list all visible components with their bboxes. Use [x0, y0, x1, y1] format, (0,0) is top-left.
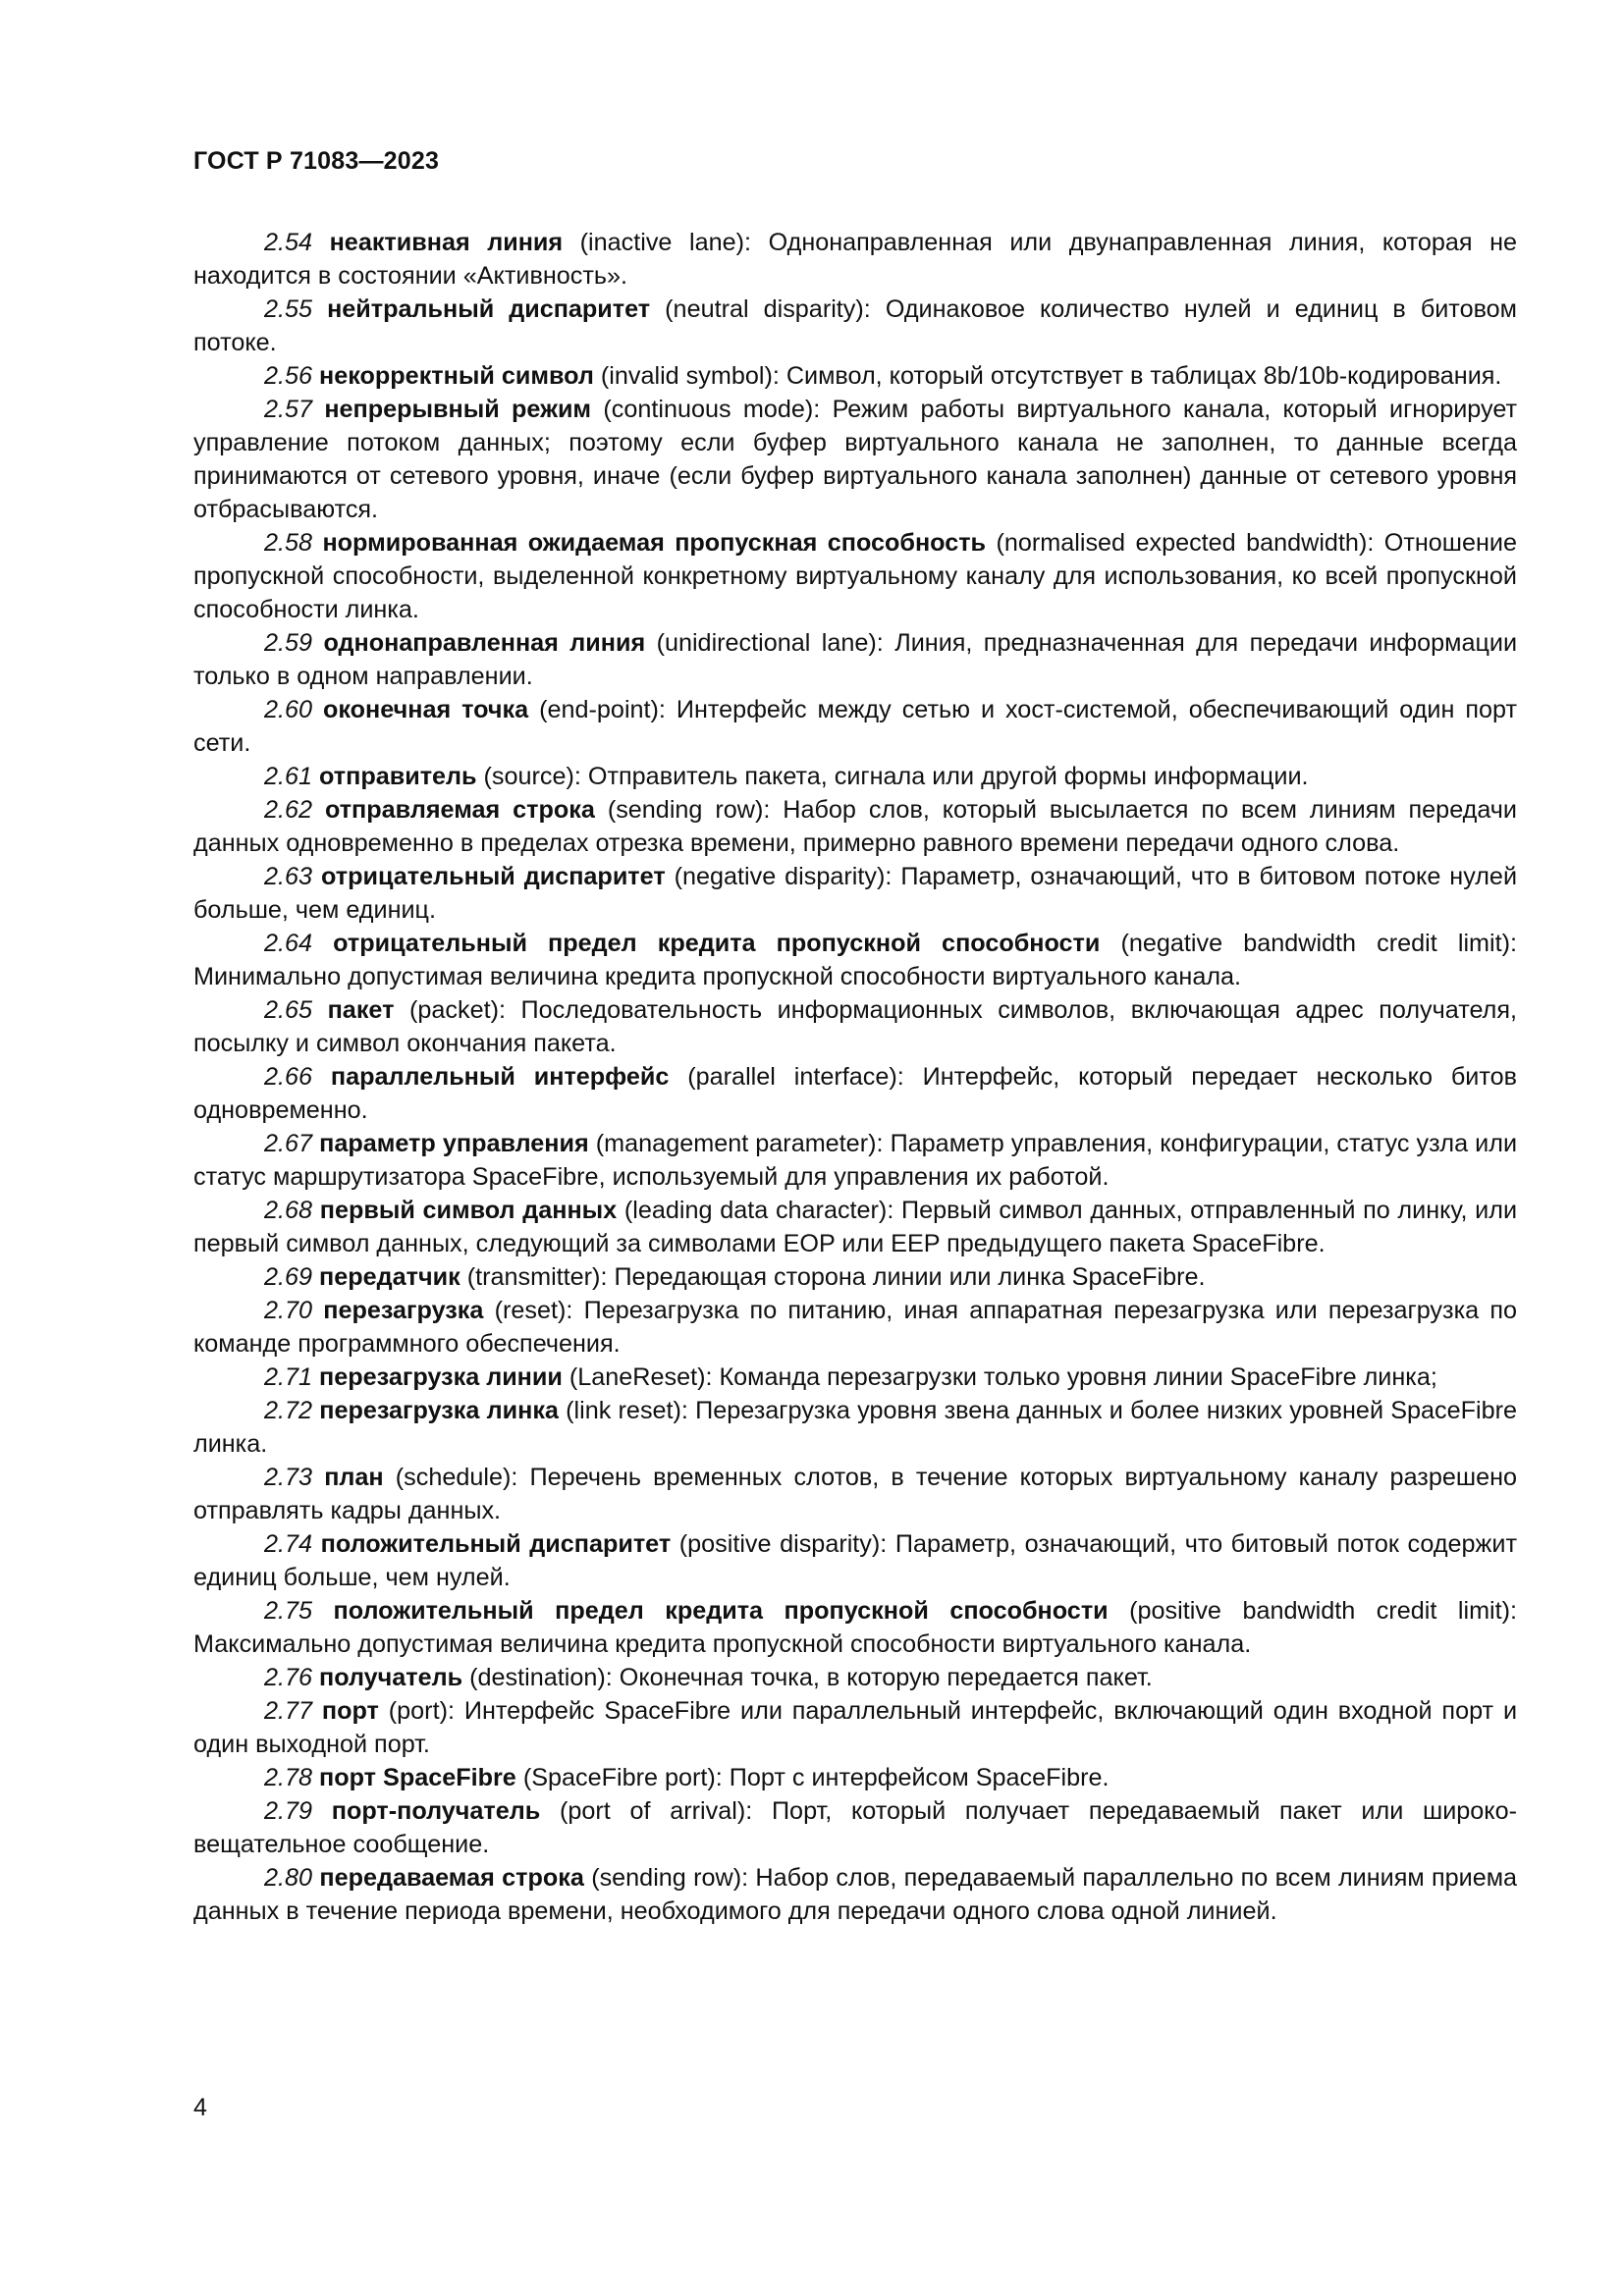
- term-original: (leading data character):: [623, 1197, 894, 1224]
- term-name: отправляемая строка: [324, 796, 595, 824]
- term-name: пакет: [327, 996, 395, 1024]
- term-definition: Минимально допустимая величина кредита пропускной способности виртуального канала.: [193, 963, 1242, 990]
- term-definition: Порт с интерфейсом SpaceFibre.: [729, 1764, 1110, 1791]
- term-original: (positive bandwidth credit limit):: [1129, 1597, 1518, 1625]
- term-definition: Набор слов, передаваемый параллельно по всем линиям приема данных в течение периода времени, необходимого для передачи одного слова одной линией.: [193, 1864, 1518, 1925]
- term-definition: Передающая сторона линии или линка SpaceFibre.: [614, 1263, 1206, 1291]
- page-number: 4: [193, 2094, 207, 2121]
- term-name: перезагрузка линии: [319, 1363, 563, 1391]
- term-original: (source):: [483, 763, 581, 790]
- term-definition: Интерфейс между сетью и хост-системой, обеспечивающий один порт сети.: [193, 696, 1518, 757]
- term-original: (sending row):: [591, 1864, 749, 1892]
- term-name: порт: [321, 1697, 379, 1725]
- document-header: ГОСТ Р 71083—2023: [193, 147, 440, 175]
- term-definition: Интерфейс SpaceFibre или параллельный интерфейс, включающий один входной порт и один выходной порт.: [193, 1697, 1518, 1758]
- term-name: порт SpaceFibre: [319, 1764, 516, 1791]
- term-number: 2.59: [264, 629, 313, 657]
- term-definition: Символ, который отсутствует в таблицах 8b/10b-кодирования.: [785, 362, 1502, 390]
- term-number: 2.65: [264, 996, 313, 1024]
- term-number: 2.75: [264, 1597, 313, 1625]
- term-definition: Перезагрузка по питанию, иная аппаратная перезагрузка или перезагрузка по команде программного обеспечения.: [193, 1297, 1517, 1358]
- term-number: 2.58: [264, 529, 313, 557]
- term-number: 2.56: [264, 362, 313, 390]
- term-entry: [193, 993, 1517, 1060]
- term-name: однонаправленная линия: [323, 629, 646, 657]
- term-name: положительный предел кредита пропускной способности: [333, 1597, 1109, 1625]
- term-entry: [193, 359, 1517, 393]
- term-entry: [193, 1694, 1517, 1761]
- term-name: перезагрузка: [323, 1297, 484, 1324]
- term-definition: Последовательность информационных символов, включающая адрес получателя, посылку и символ окончания пакета.: [193, 996, 1517, 1057]
- term-number: 2.77: [264, 1697, 313, 1725]
- term-entry: [193, 626, 1517, 693]
- term-definition: Максимально допустимая величина кредита пропускной способности виртуального канала.: [193, 1630, 1252, 1658]
- term-definition: Отправитель пакета, сигнала или другой формы информации.: [587, 763, 1309, 790]
- term-name: неактивная линия: [329, 229, 564, 256]
- term-number: 2.54: [264, 229, 313, 256]
- term-original: (negative bandwidth credit limit):: [1120, 930, 1518, 957]
- term-entry: [193, 760, 1517, 793]
- term-entry: [193, 860, 1517, 927]
- term-entry: [193, 1794, 1517, 1861]
- term-entry: [193, 1060, 1517, 1127]
- term-original: (management parameter):: [595, 1130, 884, 1157]
- term-name: параметр управления: [319, 1130, 589, 1157]
- term-original: (reset):: [494, 1297, 573, 1324]
- term-name: порт-получатель: [331, 1797, 541, 1825]
- term-number: 2.55: [264, 295, 313, 323]
- term-number: 2.57: [264, 396, 313, 423]
- terms-list: [193, 226, 1517, 1928]
- term-original: (negative disparity):: [674, 863, 893, 890]
- term-entry: [193, 1194, 1517, 1260]
- term-original: (unidirectional lane):: [656, 629, 884, 657]
- term-name: положительный диспаритет: [320, 1530, 672, 1558]
- term-name: перезагрузка линка: [319, 1397, 559, 1424]
- term-original: (parallel interface):: [687, 1063, 904, 1091]
- term-original: (LaneReset):: [568, 1363, 713, 1391]
- term-definition: Оконечная точка, в которую передается пакет.: [619, 1664, 1153, 1691]
- term-number: 2.78: [264, 1764, 313, 1791]
- term-definition: Отношение пропускной способности, выделенной конкретному виртуальному каналу для использования, ко всей пропускной способности линка.: [193, 529, 1518, 623]
- term-definition: Перечень временных слотов, в течение которых виртуальному каналу разрешено отправлять кадры данных.: [193, 1464, 1517, 1524]
- term-number: 2.76: [264, 1664, 313, 1691]
- term-entry: [193, 1761, 1517, 1794]
- term-name: отрицательный предел кредита пропускной способности: [333, 930, 1101, 957]
- term-definition: Параметр, означающий, что в битовом потоке нулей больше, чем единиц.: [193, 863, 1518, 924]
- term-name: первый символ данных: [319, 1197, 618, 1224]
- term-entry: [193, 226, 1517, 293]
- term-definition: Первый символ данных, отправленный по линку, или первый символ данных, следующий за символами EOP или EEP предыдущего пакета SpaceFibre.: [193, 1197, 1518, 1257]
- term-entry: [193, 1461, 1517, 1527]
- term-original: (end-point):: [539, 696, 666, 723]
- term-name: некорректный символ: [319, 362, 594, 390]
- term-original: (packet):: [409, 996, 506, 1024]
- term-number: 2.64: [264, 930, 313, 957]
- term-original: (link reset):: [566, 1397, 688, 1424]
- term-original: (continuous mode):: [603, 396, 821, 423]
- term-entry: [193, 1294, 1517, 1361]
- term-entry: [193, 1527, 1517, 1594]
- term-name: получатель: [319, 1664, 463, 1691]
- term-original: (destination):: [469, 1664, 613, 1691]
- term-name: параллельный интерфейс: [330, 1063, 670, 1091]
- term-definition: Порт, который получает передаваемый пакет или широковещательное сообщение.: [193, 1797, 1517, 1858]
- term-definition: Параметр управления, конфигурации, статус узла или статус маршрутизатора SpaceFibre, используемый для управления их работой.: [193, 1130, 1518, 1191]
- term-number: 2.66: [264, 1063, 313, 1091]
- term-entry: [193, 1361, 1517, 1394]
- term-name: нормированная ожидаемая пропускная способность: [322, 529, 987, 557]
- term-original: (inactive lane):: [579, 229, 752, 256]
- term-entry: [193, 1394, 1517, 1461]
- term-name: оконечная точка: [323, 696, 529, 723]
- term-original: (positive disparity):: [678, 1530, 888, 1558]
- term-entry: [193, 293, 1517, 359]
- term-number: 2.69: [264, 1263, 313, 1291]
- term-number: 2.68: [264, 1197, 313, 1224]
- term-original: (invalid symbol):: [600, 362, 780, 390]
- term-number: 2.61: [264, 763, 313, 790]
- term-number: 2.80: [264, 1864, 313, 1892]
- term-original: (transmitter):: [466, 1263, 608, 1291]
- term-number: 2.62: [264, 796, 313, 824]
- term-definition: Интерфейс, который передает несколько битов одновременно.: [193, 1063, 1517, 1124]
- term-definition: Линия, предназначенная для передачи информации только в одном направлении.: [193, 629, 1518, 690]
- term-definition: Режим работы виртуального канала, который игнорирует управление потоком данных; поэтому если буфер виртуального канала не заполнен, то данные всегда принимаются от сетевого уровня, иначе (если буфер виртуального канала заполнен) данные от сетевого уровня отбрасываются.: [193, 396, 1518, 523]
- term-definition: Команда перезагрузки только уровня линии SpaceFibre линка;: [719, 1363, 1437, 1391]
- term-entry: [193, 693, 1517, 760]
- term-name: план: [324, 1464, 384, 1491]
- term-name: нейтральный диспаритет: [327, 295, 651, 323]
- term-name: отрицательный диспаритет: [320, 863, 666, 890]
- term-entry: [193, 1661, 1517, 1694]
- term-entry: [193, 1127, 1517, 1194]
- term-entry: [193, 793, 1517, 860]
- term-number: 2.63: [264, 863, 313, 890]
- term-definition: Однонаправленная или двунаправленная линия, которая не находится в состоянии «Активность».: [193, 229, 1518, 290]
- term-definition: Набор слов, который высылается по всем линиям передачи данных одновременно в пределах отрезка времени, примерно равного времени передачи одного слова.: [193, 796, 1517, 857]
- term-entry: [193, 1594, 1517, 1661]
- term-entry: [193, 393, 1517, 526]
- term-original: (port):: [388, 1697, 455, 1725]
- term-number: 2.79: [264, 1797, 313, 1825]
- term-number: 2.60: [264, 696, 313, 723]
- term-name: передаваемая строка: [319, 1864, 584, 1892]
- term-number: 2.74: [264, 1530, 313, 1558]
- term-entry: [193, 927, 1517, 993]
- term-definition: Параметр, означающий, что битовый поток содержит единиц больше, чем нулей.: [193, 1530, 1517, 1591]
- term-original: (neutral disparity):: [665, 295, 871, 323]
- term-number: 2.70: [264, 1297, 313, 1324]
- term-original: (port of arrival):: [559, 1797, 753, 1825]
- term-entry: [193, 526, 1517, 626]
- term-number: 2.72: [264, 1397, 313, 1424]
- term-number: 2.71: [264, 1363, 313, 1391]
- term-number: 2.67: [264, 1130, 313, 1157]
- term-definition: Перезагрузка уровня звена данных и более низких уровней SpaceFibre линка.: [193, 1397, 1518, 1458]
- term-entry: [193, 1861, 1517, 1928]
- term-number: 2.73: [264, 1464, 313, 1491]
- term-name: передатчик: [319, 1263, 460, 1291]
- term-definition: Одинаковое количество нулей и единиц в битовом потоке.: [193, 295, 1517, 356]
- term-original: (SpaceFibre port):: [522, 1764, 723, 1791]
- term-name: непрерывный режим: [324, 396, 592, 423]
- term-original: (normalised expected bandwidth):: [996, 529, 1375, 557]
- term-name: отправитель: [319, 763, 477, 790]
- term-entry: [193, 1260, 1517, 1294]
- term-original: (schedule):: [395, 1464, 518, 1491]
- term-original: (sending row):: [607, 796, 771, 824]
